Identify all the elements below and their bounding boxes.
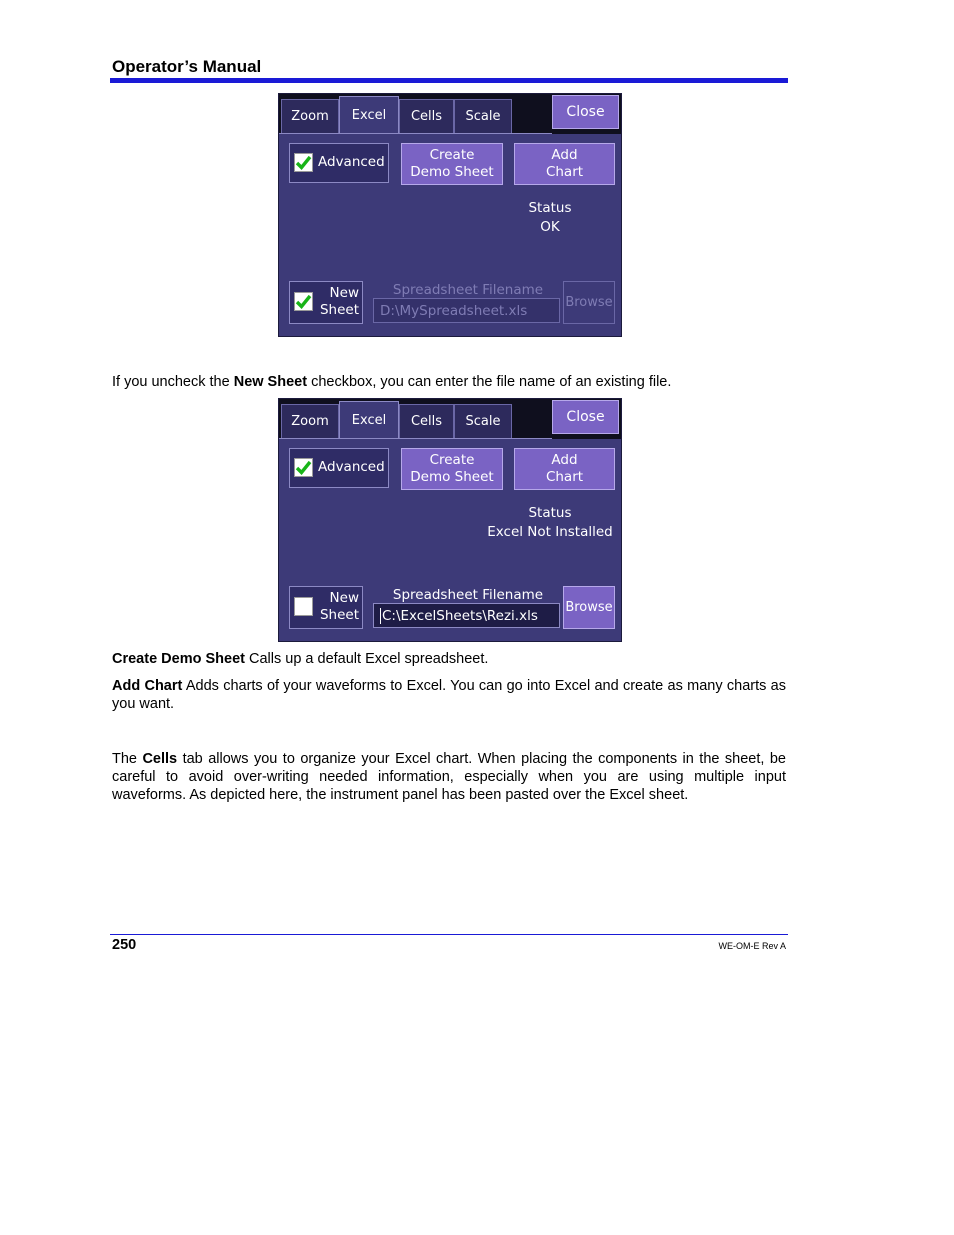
create-demo-sheet-button[interactable]: Create Demo Sheet: [401, 143, 503, 185]
uncheck-paragraph: [112, 373, 786, 391]
text-caret: [380, 608, 381, 624]
tab-zoom[interactable]: Zoom: [281, 99, 339, 133]
spreadsheet-filename-label: Spreadsheet Filename: [392, 282, 544, 298]
cells-paragraph-pre: The: [112, 751, 143, 767]
header-rule: [110, 78, 788, 83]
checkmark-icon: [295, 155, 312, 170]
browse-button[interactable]: Browse: [563, 586, 615, 629]
checkmark-icon: [295, 460, 312, 475]
new-sheet-empty-box[interactable]: [294, 597, 313, 616]
checkmark-icon: [295, 294, 312, 309]
browse-button[interactable]: Browse: [563, 281, 615, 324]
advanced-check-icon[interactable]: [294, 458, 313, 477]
tab-cells[interactable]: Cells: [399, 404, 454, 438]
add-chart-button[interactable]: Add Chart: [514, 143, 615, 185]
create-demo-paragraph: [112, 650, 786, 668]
add-chart-paragraph: [112, 677, 786, 713]
create-demo-sheet-button[interactable]: Create Demo Sheet: [401, 448, 503, 490]
uncheck-paragraph-post: checkbox, you can enter the file name of an existing file.: [307, 374, 672, 390]
tab-scale[interactable]: Scale: [454, 99, 512, 133]
uncheck-paragraph-pre: If you uncheck the: [112, 374, 234, 390]
add-chart-term: Add Chart: [112, 678, 183, 694]
excel-panel-existing-file: [278, 398, 622, 642]
uncheck-paragraph-bold: New Sheet: [233, 374, 308, 390]
cells-paragraph: [112, 750, 786, 804]
advanced-label: Advanced: [318, 154, 385, 170]
spreadsheet-filename-input[interactable]: [373, 603, 560, 628]
status-value: Excel Not Installed: [487, 524, 613, 540]
tab-excel[interactable]: Excel: [339, 401, 399, 439]
advanced-label: Advanced: [318, 459, 385, 475]
close-button[interactable]: Close: [552, 95, 619, 129]
spreadsheet-filename-label: Spreadsheet Filename: [392, 587, 544, 603]
spreadsheet-filename-value: C:\ExcelSheets\Rezi.xls: [382, 607, 538, 624]
tab-underline: [279, 438, 552, 439]
spreadsheet-filename-input[interactable]: D:\MySpreadsheet.xls: [373, 298, 560, 323]
page-number: 250: [112, 937, 137, 953]
tab-excel[interactable]: Excel: [339, 96, 399, 134]
document-id: WE-OM-E Rev A: [718, 941, 786, 951]
new-sheet-label: New Sheet: [319, 285, 359, 318]
status-title: Status: [528, 200, 572, 216]
add-chart-button[interactable]: Add Chart: [514, 448, 615, 490]
tab-cells[interactable]: Cells: [399, 99, 454, 133]
page-header-title: Operator’s Manual: [112, 57, 262, 76]
new-sheet-check-icon[interactable]: [294, 292, 313, 311]
new-sheet-label: New Sheet: [319, 590, 359, 623]
tab-zoom[interactable]: Zoom: [281, 404, 339, 438]
cells-paragraph-post: tab allows you to organize your Excel chart. When placing the components in the sheet, be careful to avoid over-writing needed information, especially when you are using multiple input waveforms. As depicted here, the instrument panel has been pasted over the Excel sheet.: [112, 751, 786, 803]
excel-panel-new-sheet: [278, 93, 622, 337]
status-value: OK: [540, 219, 560, 235]
cells-term: Cells: [142, 751, 178, 767]
status-title: Status: [528, 505, 572, 521]
advanced-check-icon[interactable]: [294, 153, 313, 172]
close-button[interactable]: Close: [552, 400, 619, 434]
tab-underline: [279, 133, 552, 134]
create-demo-desc: Calls up a default Excel spreadsheet.: [244, 651, 489, 667]
create-demo-term: Create Demo Sheet: [112, 651, 245, 667]
add-chart-desc: Adds charts of your waveforms to Excel. You can go into Excel and create as many charts as you want.: [112, 678, 786, 712]
footer-rule: [110, 934, 788, 935]
tab-scale[interactable]: Scale: [454, 404, 512, 438]
